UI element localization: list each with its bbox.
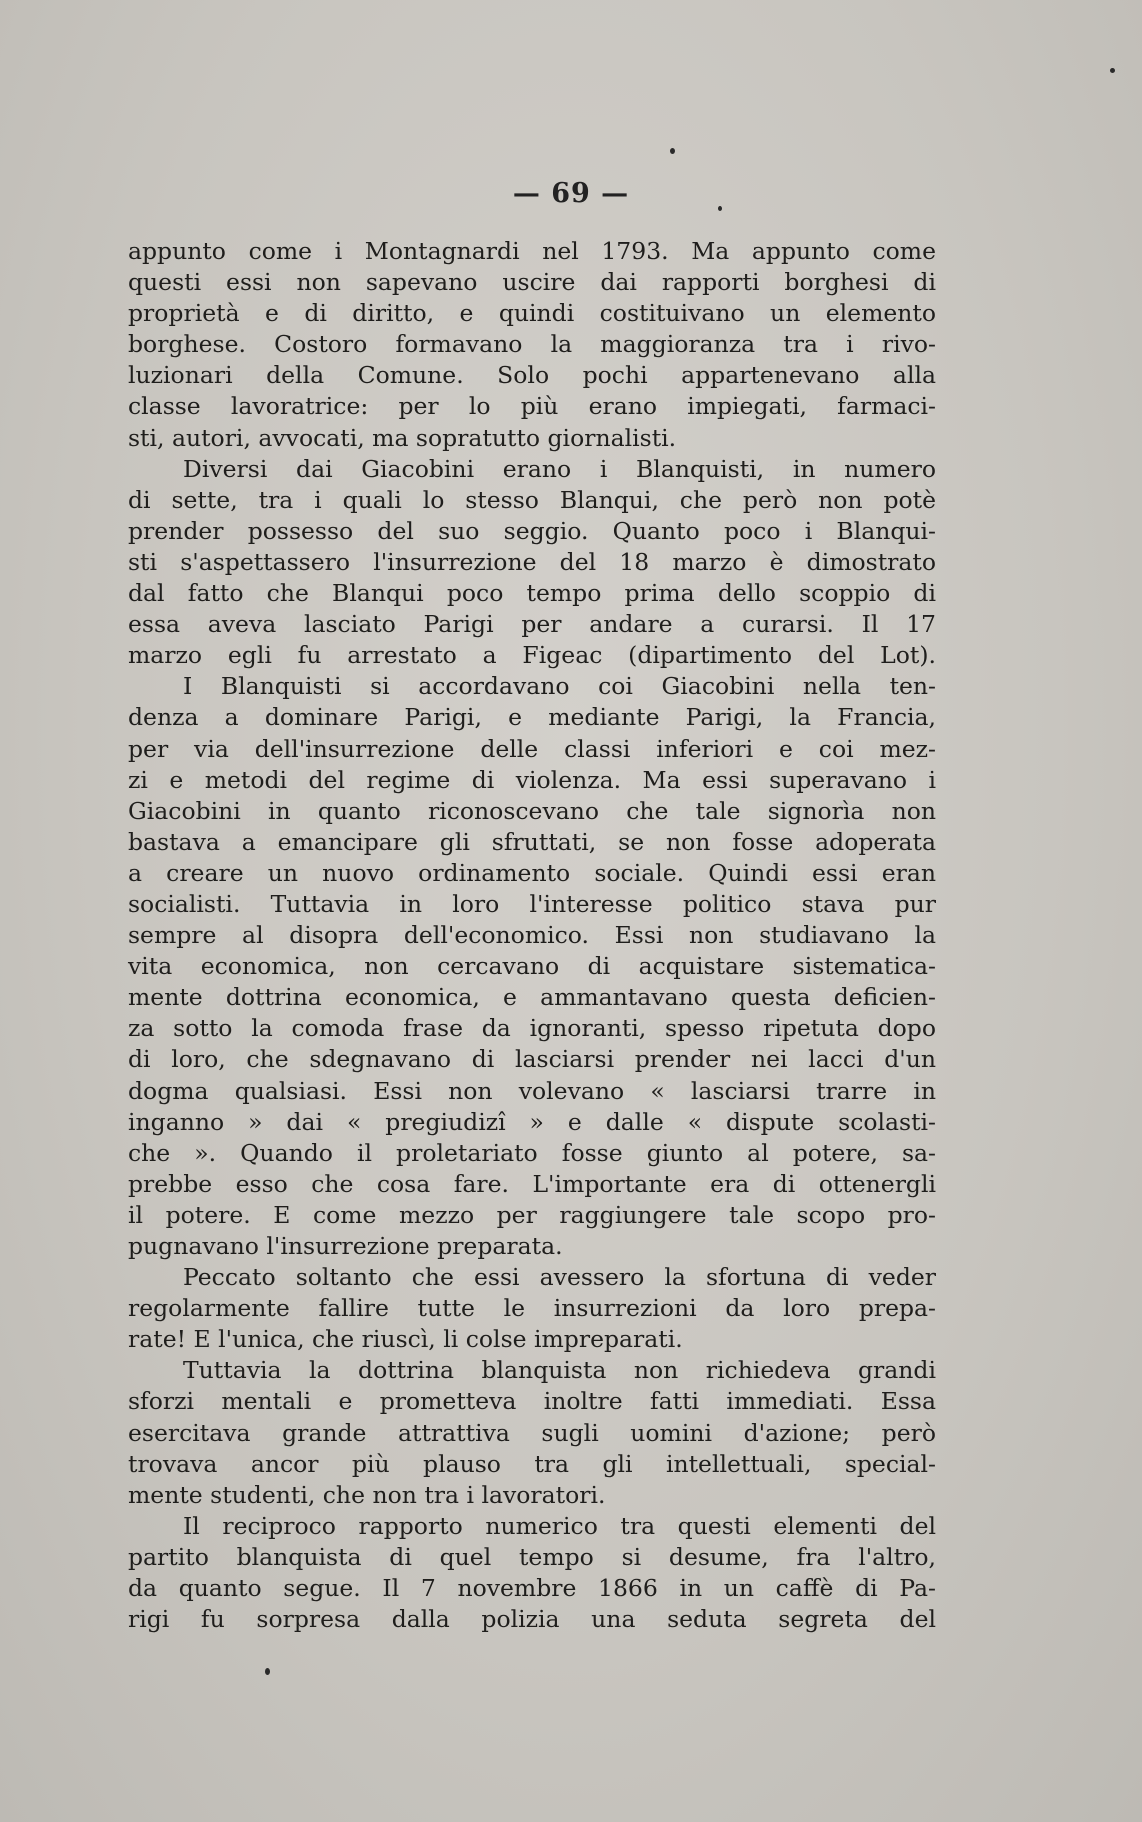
text-line: prebbe esso che cosa fare. L'importante era di ottenergli xyxy=(128,1169,936,1198)
text-line: Giacobini in quanto riconoscevano che tale signorìa non xyxy=(128,796,936,825)
paragraph-start-line: Tuttavia la dottrina blanquista non richiedeva grandi xyxy=(183,1356,936,1385)
text-line: di loro, che sdegnavano di lasciarsi prender nei lacci d'un xyxy=(128,1045,936,1074)
text-line: socialisti. Tuttavia in loro l'interesse politico stava pur xyxy=(128,889,936,918)
paragraph-start-line: I Blanquisti si accordavano coi Giacobini nella ten- xyxy=(183,672,936,701)
text-line: inganno » dai « pregiudizî » e dalle « dispute scolasti- xyxy=(128,1107,936,1136)
text-line: regolarmente fallire tutte le insurrezioni da loro prepa- xyxy=(128,1294,936,1323)
text-line: vita economica, non cercavano di acquistare sistematica- xyxy=(128,952,936,981)
paragraph-start-line: Diversi dai Giacobini erano i Blanquisti, in numero xyxy=(183,454,936,483)
text-line: bastava a emancipare gli sfruttati, se non fosse adoperata xyxy=(128,827,936,856)
text-line: partito blanquista di quel tempo si desume, fra l'altro, xyxy=(128,1542,936,1571)
text-line: luzionari della Comune. Solo pochi appartenevano alla xyxy=(128,361,936,390)
text-line: mente dottrina economica, e ammantavano questa deficien- xyxy=(128,983,936,1012)
text-line: appunto come i Montagnardi nel 1793. Ma appunto come xyxy=(128,237,936,265)
text-line: proprietà e di diritto, e quindi costituivano un elemento xyxy=(128,299,936,328)
text-line: sti s'aspettassero l'insurrezione del 18 marzo è dimostrato xyxy=(128,547,936,576)
text-line: pugnavano l'insurrezione preparata. xyxy=(128,1232,563,1260)
ink-speck xyxy=(670,148,675,154)
text-line: dal fatto che Blanqui poco tempo prima dello scoppio di xyxy=(128,579,936,608)
text-line: marzo egli fu arrestato a Figeac (dipartimento del Lot). xyxy=(128,641,936,670)
text-line: che ». Quando il proletariato fosse giunto al potere, sa- xyxy=(128,1138,936,1167)
text-line: sti, autori, avvocati, ma sopratutto giornalisti. xyxy=(128,423,677,452)
text-line: borghese. Costoro formavano la maggioranza tra i rivo- xyxy=(128,330,936,359)
text-line: il potere. E come mezzo per raggiungere tale scopo pro- xyxy=(128,1200,936,1229)
text-line: za sotto la comoda frase da ignoranti, spesso ripetuta dopo xyxy=(128,1014,936,1043)
text-line: di sette, tra i quali lo stesso Blanqui, che però non potè xyxy=(128,485,936,514)
text-line: essa aveva lasciato Parigi per andare a curarsi. Il 17 xyxy=(128,610,936,639)
text-line: rate! E l'unica, che riuscì, li colse impreparati. xyxy=(128,1325,683,1354)
body-text xyxy=(128,236,936,1635)
text-line: zi e metodi del regime di violenza. Ma essi superavano i xyxy=(128,765,936,794)
text-line: mente studenti, che non tra i lavoratori. xyxy=(128,1480,606,1509)
text-line: da quanto segue. Il 7 novembre 1866 in un caffè di Pa- xyxy=(128,1574,936,1603)
paragraph-start-line: Peccato soltanto che essi avessero la sfortuna di veder xyxy=(183,1263,936,1292)
text-line: questi essi non sapevano uscire dai rapporti borghesi di xyxy=(128,268,936,297)
text-line: denza a dominare Parigi, e mediante Parigi, la Francia, xyxy=(128,703,936,732)
text-line: classe lavoratrice: per lo più erano impiegati, farmaci- xyxy=(128,392,936,421)
text-line: sempre al disopra dell'economico. Essi non studiavano la xyxy=(128,921,936,950)
text-line: a creare un nuovo ordinamento sociale. Quindi essi eran xyxy=(128,858,936,887)
paragraph-start-line: Il reciproco rapporto numerico tra questi elementi del xyxy=(183,1511,936,1540)
text-line: rigi fu sorpresa dalla polizia una seduta segreta del xyxy=(128,1605,936,1634)
text-line: dogma qualsiasi. Essi non volevano « lasciarsi trarre in xyxy=(128,1076,936,1105)
text-line: trovava ancor più plauso tra gli intellettuali, special- xyxy=(128,1449,936,1478)
text-line: sforzi mentali e prometteva inoltre fatti immediati. Essa xyxy=(128,1387,936,1416)
ink-speck xyxy=(718,206,722,211)
ink-speck xyxy=(265,1668,270,1675)
text-line: per via dell'insurrezione delle classi inferiori e coi mez- xyxy=(128,734,936,763)
text-line: esercitava grande attrattiva sugli uomini d'azione; però xyxy=(128,1418,936,1447)
ink-speck xyxy=(1110,68,1115,73)
page-number: — 69 — xyxy=(512,178,630,209)
text-line: prender possesso del suo seggio. Quanto poco i Blanqui- xyxy=(128,516,936,545)
